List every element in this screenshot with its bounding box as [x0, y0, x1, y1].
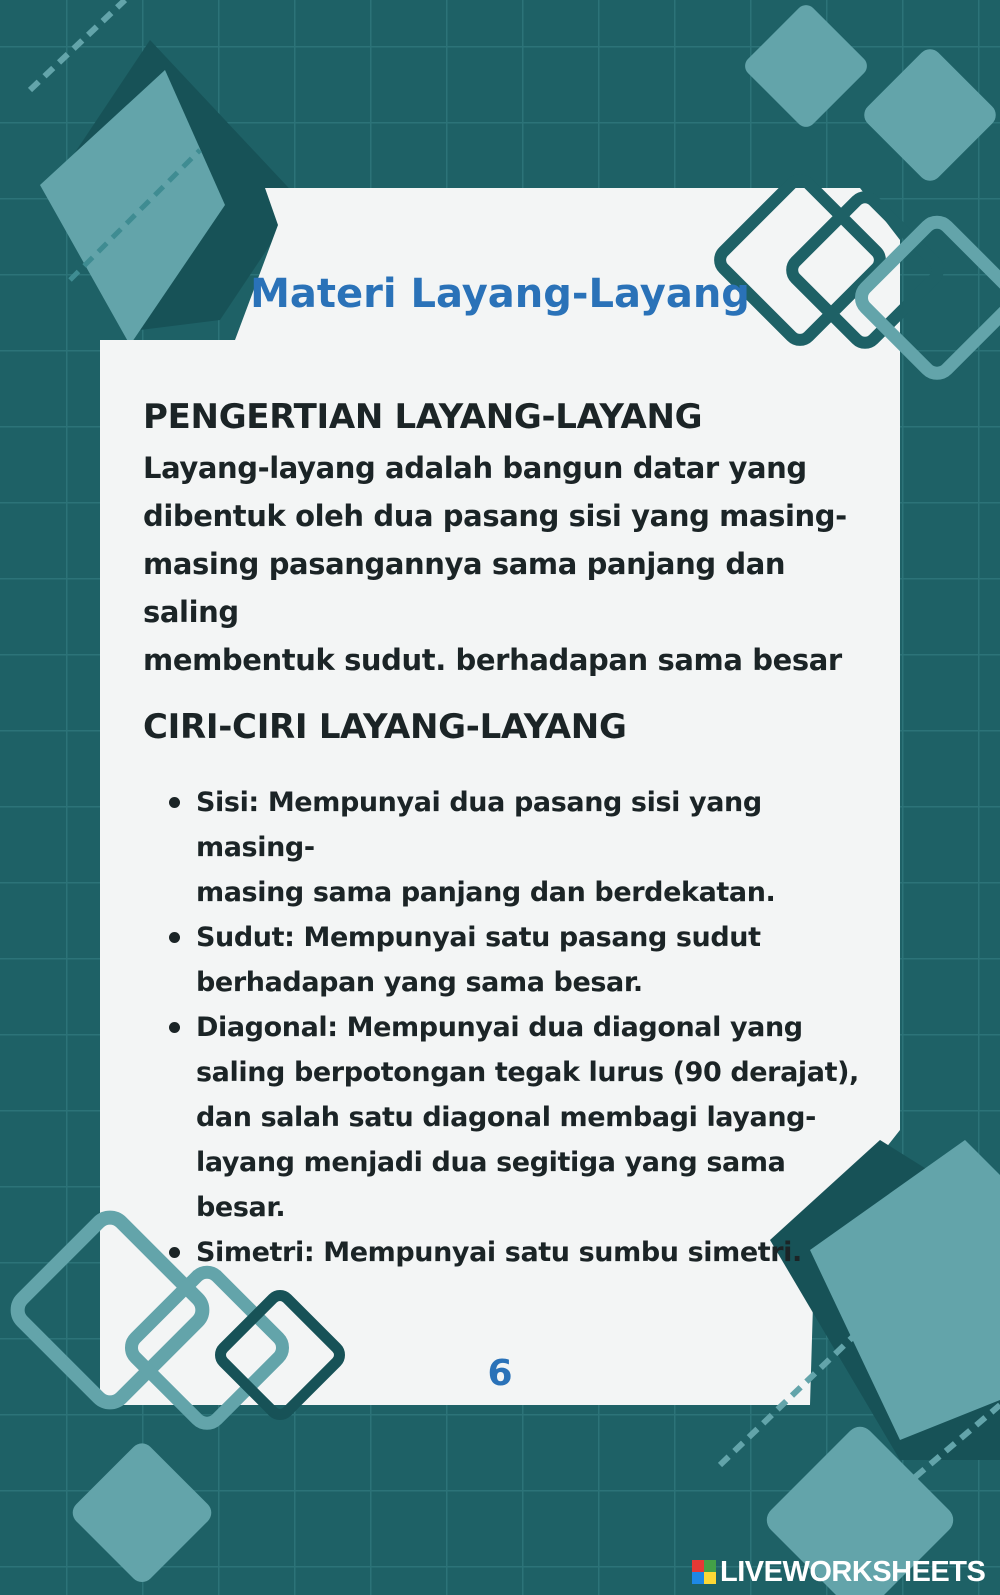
list-item-line: masing sama panjang dan berdekatan.: [196, 877, 776, 908]
definition-line: masing pasangannya sama panjang dan saling: [143, 547, 786, 629]
bullet-dot-icon: [169, 1022, 180, 1033]
bullet-dot-icon: [169, 1247, 180, 1258]
page-title: Materi Layang-Layang: [250, 271, 750, 317]
list-item: [143, 915, 873, 1005]
definition-line: membentuk sudut. berhadapan sama besar: [143, 643, 842, 677]
list-item: [143, 1230, 873, 1275]
list-item-line: Sisi: Mempunyai dua pasang sisi yang masing-: [196, 787, 762, 863]
content-body: [143, 394, 873, 1275]
list-item: [143, 1005, 873, 1230]
list-item: [143, 780, 873, 915]
liveworksheets-brand[interactable]: [692, 1556, 985, 1588]
list-item-line: berhadapan yang sama besar.: [196, 967, 643, 998]
definition-heading: PENGERTIAN LAYANG-LAYANG: [143, 397, 703, 437]
list-item-line: dan salah satu diagonal membagi layang-: [196, 1102, 816, 1133]
characteristics-heading: CIRI-CIRI LAYANG-LAYANG: [143, 707, 627, 747]
brand-text: LIVEWORKSHEETS: [720, 1556, 986, 1588]
bullet-dot-icon: [169, 797, 180, 808]
page-number: 6: [487, 1353, 513, 1394]
list-item-line: Sudut: Mempunyai satu pasang sudut: [196, 922, 761, 953]
list-item-line: saling berpotongan tegak lurus (90 derajat),: [196, 1057, 859, 1088]
liveworksheets-logo-icon: [692, 1560, 716, 1584]
bullet-dot-icon: [169, 932, 180, 943]
definition-line: Layang-layang adalah bangun datar yang: [143, 451, 807, 485]
definition-paragraph: [143, 444, 873, 684]
list-item-line: layang menjadi dua segitiga yang sama besar.: [196, 1147, 786, 1223]
definition-line: dibentuk oleh dua pasang sisi yang masing-: [143, 499, 847, 533]
characteristics-list: [143, 780, 873, 1275]
list-item-line: Diagonal: Mempunyai dua diagonal yang: [196, 1012, 803, 1043]
list-item-line: Simetri: Mempunyai satu sumbu simetri.: [196, 1237, 802, 1268]
